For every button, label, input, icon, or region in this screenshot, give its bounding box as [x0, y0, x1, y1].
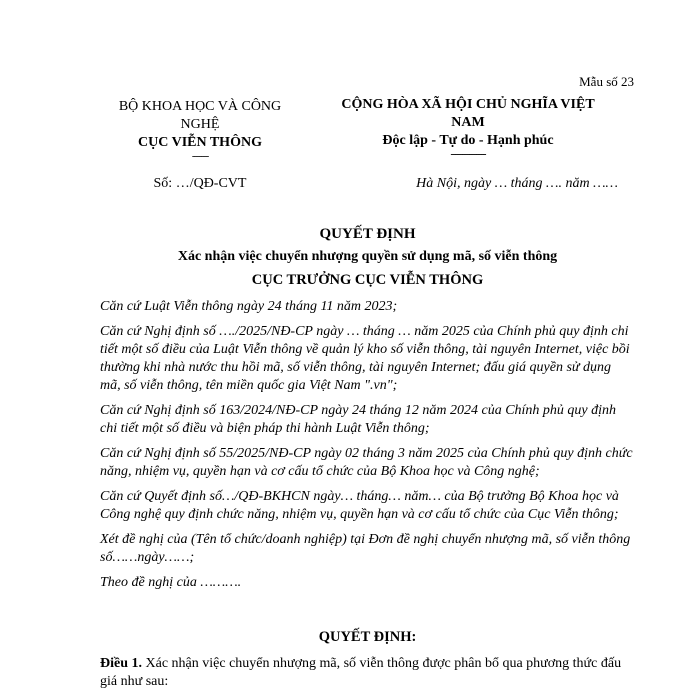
document-number: Số: …/QĐ-CVT	[153, 176, 247, 191]
agency-header	[100, 98, 300, 162]
motto: Độc lập - Tự do - Hạnh phúc	[382, 133, 554, 148]
country-line1: CỘNG HÒA XÃ HỘI CHỦ NGHĨA VIỆT	[341, 97, 595, 112]
ministry-line1: BỘ KHOA HỌC VÀ CÔNG	[118, 99, 282, 114]
article-1	[100, 655, 635, 691]
state-header	[318, 96, 618, 160]
article-1-label: Điều 1.	[100, 656, 142, 671]
document-title: QUYẾT ĐỊNH	[319, 226, 416, 242]
preamble-item: Xét đề nghị của (Tên tổ chức/doanh nghiệp) tại Đơn đề nghị chuyển nhượng mã, số viễn thông số……ngày……;	[100, 532, 631, 565]
date-line: Hà Nội, ngày … tháng …. năm ……	[416, 176, 618, 191]
article-1-text: Xác nhận việc chuyển nhượng mã, số viễn thông được phân bổ qua phương thức đấu giá như sau:	[100, 656, 622, 689]
preamble-item: Căn cứ Nghị định số 55/2025/NĐ-CP ngày 02 tháng 3 năm 2025 của Chính phủ quy định chức năng, nhiệm vụ, quyền hạn và cơ cấu tổ chức của Bộ Khoa học và Công nghệ;	[100, 446, 633, 479]
form-number: Mẫu số 23	[579, 74, 634, 89]
preamble-item: Căn cứ Nghị định số …./2025/NĐ-CP ngày … tháng … năm 2025 của Chính phủ quy định chi tiết một số điều của Luật Viễn thông về quản lý kho số viễn thông, tài nguyên Internet, việc bồi thường khi nhà nước thu hồi mã, số viễn thông, tài nguyên Internet; đấu giá quyền sử dụng mã, số viễn thông, tên miền quốc gia Việt Nam ".vn";	[100, 324, 630, 393]
document-subtitle: Xác nhận việc chuyển nhượng quyền sử dụng mã, số viễn thông	[177, 249, 558, 264]
department-name: CỤC VIỄN THÔNG	[138, 135, 262, 150]
state-separator: ---------------	[450, 149, 486, 160]
agency-separator: -------	[191, 151, 209, 162]
preamble-item: Căn cứ Quyết định số…/QĐ-BKHCN ngày… tháng… năm… của Bộ trưởng Bộ Khoa học và Công nghệ quy định chức năng, nhiệm vụ, quyền hạn và cơ cấu tổ chức của Cục Viễn thông;	[100, 489, 619, 522]
country-line2: NAM	[451, 115, 485, 130]
ministry-line2: NGHỆ	[180, 117, 220, 132]
preamble-item: Theo đề nghị của ……….	[100, 575, 242, 590]
preamble-item: Căn cứ Nghị định số 163/2024/NĐ-CP ngày 24 tháng 12 năm 2024 của Chính phủ quy định chi tiết một số điều và biện pháp thi hành Luật Viễn thông;	[100, 403, 617, 436]
preamble-item: Căn cứ Luật Viễn thông ngày 24 tháng 11 năm 2023;	[100, 299, 398, 314]
authority-line: CỤC TRƯỞNG CỤC VIỄN THÔNG	[251, 272, 484, 288]
decision-heading: QUYẾT ĐỊNH:	[318, 629, 417, 645]
preamble	[100, 298, 635, 599]
